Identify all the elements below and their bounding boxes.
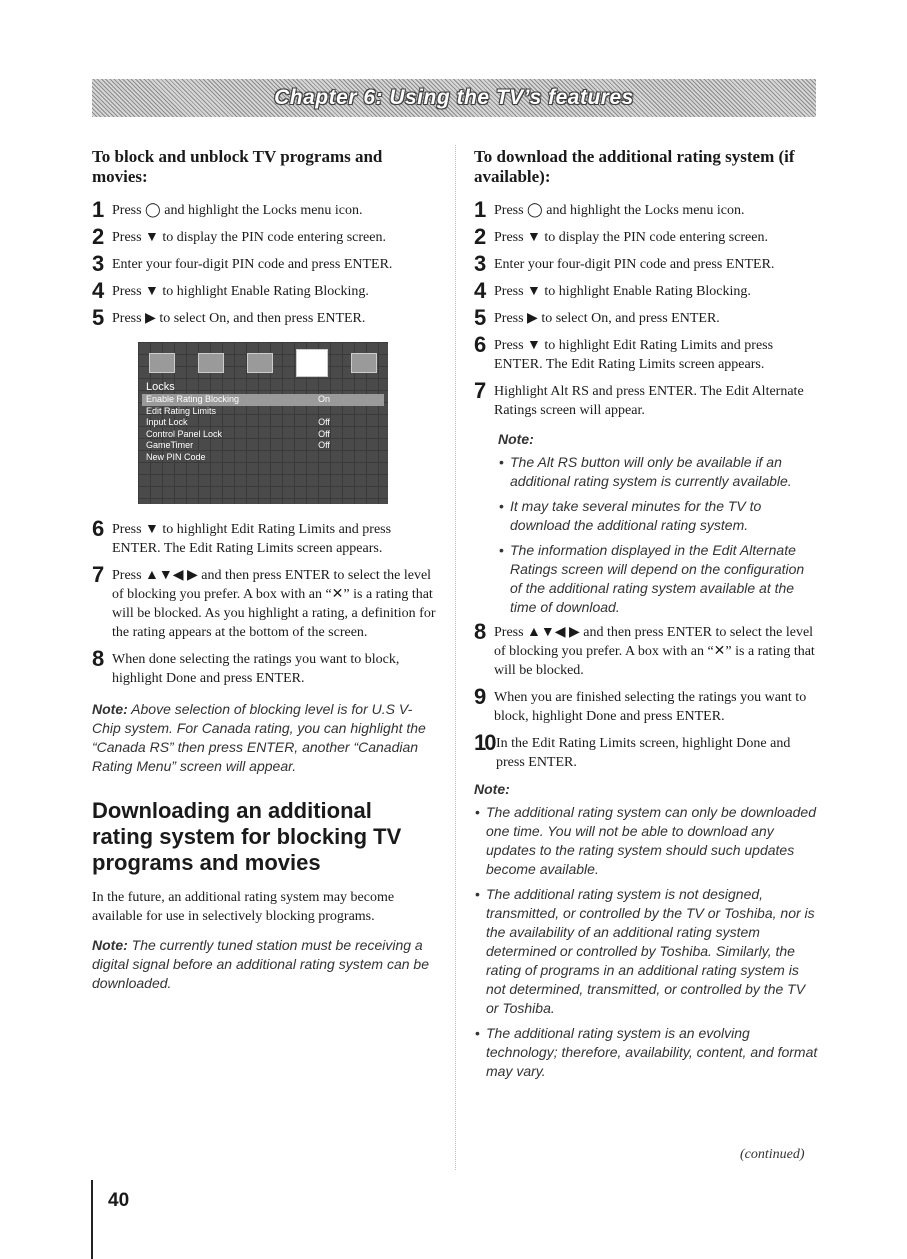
- left-heading: To block and unblock TV programs and movies:: [92, 147, 383, 186]
- step: 2 Press ▼ to display the PIN code entering screen.: [92, 224, 386, 249]
- step: 10 In the Edit Rating Limits screen, highlight Done and press ENTER.: [474, 730, 791, 770]
- gear-icon: [351, 353, 377, 373]
- left-steps-b: [92, 516, 437, 688]
- left-note-2: Note: The currently tuned station must be receiving a digital signal before an additional rating system can be downloaded.: [92, 937, 429, 991]
- column-divider: [455, 145, 456, 1170]
- locks-menu-title: Locks: [146, 381, 175, 393]
- list-item: • The Alt RS button will only be available if an additional rating system is currently available.: [510, 453, 819, 491]
- step: 9 When you are finished selecting the ratings you want to block, highlight Done and press ENTER.: [474, 684, 807, 724]
- picture-icon: [149, 353, 175, 373]
- step: 3 Enter your four-digit PIN code and press ENTER.: [474, 251, 775, 276]
- locks-menu-screenshot: [138, 342, 388, 504]
- section-heading: Downloading an additional rating system for blocking TV programs and movies: [92, 798, 402, 875]
- locks-menu-row: GameTimer Off: [146, 440, 330, 450]
- left-column: [92, 147, 437, 993]
- step: 3 Enter your four-digit PIN code and press ENTER.: [92, 251, 393, 276]
- locks-menu-rows: [142, 380, 384, 463]
- list-item: • It may take several minutes for the TV to download the additional rating system.: [510, 497, 819, 535]
- right-note-2: Note: • The additional rating system can only be downloaded one time. You will not be able to download any updates to the rating system should such updates become available. • The additional rating system is not designed, transmitted, or controlled by the TV or Toshiba, nor is the availability of an additional rating system determined or controlled by Toshiba. Similarly, the rating of programs in an additional rating system is not determined, transmitted, or controlled by the TV or Toshiba. • The additional rating system is an evolving technology; therefore, availability, content, and format may vary.: [474, 780, 819, 1081]
- right-steps-a: [474, 197, 819, 420]
- step: 1 Press ◯ and highlight the Locks menu icon.: [474, 197, 745, 222]
- setup-icon: [247, 353, 273, 373]
- page-number-rule: [91, 1180, 93, 1259]
- step: 7 Press ▲▼◀ ▶ and then press ENTER to select the level of blocking you prefer. A box with an “✕” is a rating that will be blocked. As you highlight a rating, a definition for the rating appears at the bottom of the screen.: [92, 562, 436, 640]
- list-item: • The additional rating system is not designed, transmitted, or controlled by the TV or Toshiba, nor is the availability of an additional rating system determined or controlled by Toshiba. Similarly, the rating of programs in an additional rating system is not determined, transmitted, or controlled by the TV or Toshiba.: [486, 885, 819, 1018]
- right-heading: To download the additional rating system (if available):: [474, 147, 795, 186]
- step: 5 Press ▶ to select On, and then press ENTER.: [92, 305, 366, 330]
- left-note-1: Note: Above selection of blocking level is for U.S V-Chip system. For Canada rating, you can highlight the “Canada RS” then press ENTER, another “Canadian Rating Menu” screen will appear.: [92, 701, 426, 774]
- lock-icon: [296, 349, 328, 377]
- step: 5 Press ▶ to select On, and press ENTER.: [474, 305, 720, 330]
- locks-menu-row: Input Lock Off: [146, 417, 330, 427]
- step: 6 Press ▼ to highlight Edit Rating Limits and press ENTER. The Edit Rating Limits screen appears.: [474, 332, 774, 372]
- step: 2 Press ▼ to display the PIN code entering screen.: [474, 224, 768, 249]
- step: 1 Press ◯ and highlight the Locks menu icon.: [92, 197, 363, 222]
- section-body: In the future, an additional rating system may become available for use in selectively blocking programs.: [92, 890, 395, 924]
- step: 8 When done selecting the ratings you want to block, highlight Done and press ENTER.: [92, 646, 400, 686]
- locks-menu-row: Control Panel Lock Off: [146, 428, 330, 439]
- step: 4 Press ▼ to highlight Enable Rating Blocking.: [474, 278, 751, 303]
- page-number: 40: [108, 1190, 130, 1211]
- chapter-title: Chapter 6: Using the TV’s features: [274, 86, 634, 109]
- right-column: [474, 147, 819, 1087]
- locks-menu-row: Edit Rating Limits: [146, 405, 217, 416]
- step: 7 Highlight Alt RS and press ENTER. The Edit Alternate Ratings screen will appear.: [474, 378, 804, 418]
- step: 6 Press ▼ to highlight Edit Rating Limits and press ENTER. The Edit Rating Limits screen appears.: [92, 516, 392, 556]
- continued-label: (continued): [740, 1147, 805, 1162]
- menu-icon-bar: [138, 350, 388, 376]
- step: 4 Press ▼ to highlight Enable Rating Blocking.: [92, 278, 369, 303]
- sound-icon: [198, 353, 224, 373]
- locks-menu-row: Enable Rating Blocking On: [142, 394, 384, 406]
- left-steps-a: [92, 197, 437, 330]
- right-steps-b: [474, 619, 819, 772]
- right-note-2-list: [474, 803, 819, 1081]
- list-item: • The additional rating system can only be downloaded one time. You will not be able to download any updates to the rating system should such updates become available.: [486, 803, 819, 879]
- list-item: • The information displayed in the Edit Alternate Ratings screen will depend on the configuration of the additional rating system available at the time of download.: [510, 541, 819, 617]
- locks-menu-row: New PIN Code: [146, 451, 206, 462]
- chapter-banner: [92, 79, 816, 117]
- step: 8 Press ▲▼◀ ▶ and then press ENTER to select the level of blocking you prefer. A box with an “✕” is a rating that will be blocked.: [474, 619, 815, 678]
- right-note-1-list: [498, 453, 819, 617]
- list-item: • The additional rating system is an evolving technology; therefore, availability, content, and format may vary.: [486, 1024, 819, 1081]
- right-note-1: Note: • The Alt RS button will only be available if an additional rating system is currently available. • It may take several minutes for the TV to download the additional rating system. • The information displayed in the Edit Alternate Ratings screen will depend on the configuration of the additional rating system available at the time of download.: [498, 430, 819, 617]
